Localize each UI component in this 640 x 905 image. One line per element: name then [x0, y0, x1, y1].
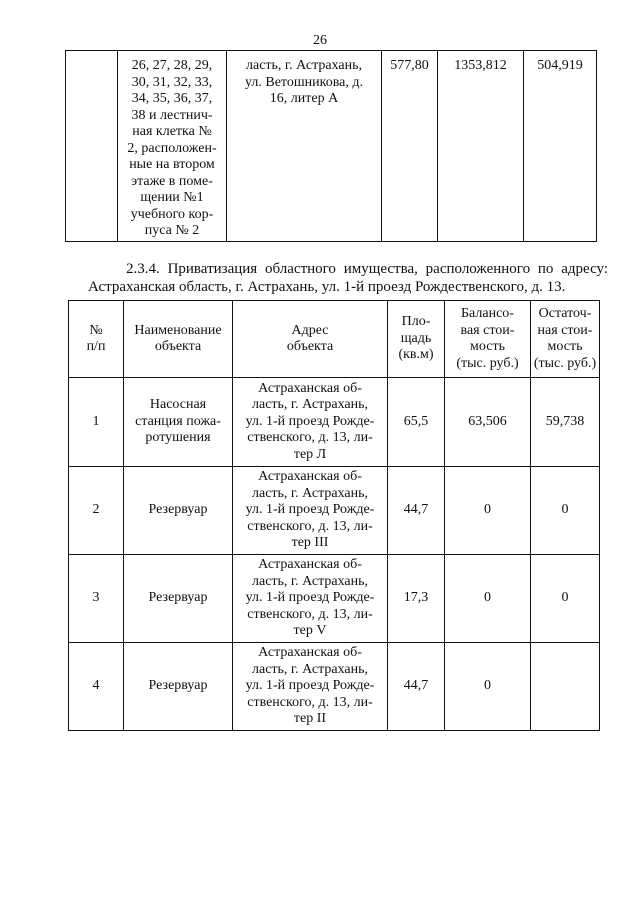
row-area: 17,3 [388, 555, 445, 643]
section-heading-text: 2.3.4. Приватизация областного имущества, расположенного по адресу: Астраханская область, г. Астрахань, ул. 1-й проезд Рождественского, д. 13. [88, 261, 608, 295]
premises-line: 26, 27, 28, 29, [131, 58, 213, 73]
address-line: ственского, д. 13, ли- [247, 606, 373, 622]
address-line: тер III [291, 535, 329, 551]
name-line: Насосная [149, 397, 207, 413]
row-balance: 0 [445, 467, 531, 555]
premises-line: 38 и лестнич- [131, 107, 213, 123]
address-line: ул. 1-й проезд Рожде- [245, 413, 375, 429]
name-line: ротушения [145, 430, 211, 446]
header-area [388, 301, 445, 378]
row-num: 4 [69, 643, 124, 731]
address-line: ственского, д. 13, ли- [247, 694, 373, 710]
row-num: 2 [69, 467, 124, 555]
header-name [124, 301, 233, 378]
header-balance [445, 301, 531, 378]
header-line: объекта [154, 339, 202, 354]
header-line: п/п [86, 339, 106, 354]
header-line: щадь [400, 330, 432, 346]
section-heading [52, 260, 608, 296]
row-residual: 59,738 [531, 378, 600, 467]
address-line: тер V [293, 623, 327, 639]
row-name [124, 643, 233, 731]
header-line: ная стои- [537, 322, 593, 338]
row-area: 44,7 [388, 467, 445, 555]
header-line: мость [547, 339, 583, 354]
premises-cell [118, 51, 227, 242]
address-line: ласть, г. Астрахань, [252, 397, 368, 413]
header-line: Пло- [401, 314, 431, 330]
row-num: 3 [69, 555, 124, 643]
address-line: ласть, г. Астрахань, [252, 573, 368, 589]
row-name [124, 378, 233, 467]
row-balance: 0 [445, 643, 531, 731]
row-address [233, 555, 388, 643]
header-line: Балансо- [461, 306, 514, 321]
header-line: Наименование [134, 322, 222, 338]
premises-line: ные на втором [129, 157, 215, 172]
table-row [66, 51, 597, 242]
header-address [233, 301, 388, 378]
row-residual [531, 643, 600, 731]
property-table [68, 300, 600, 731]
header-num [69, 301, 124, 378]
header-residual [531, 301, 600, 378]
row-balance: 0 [445, 555, 531, 643]
table-row [69, 378, 600, 467]
row-address [233, 467, 388, 555]
row-balance: 63,506 [445, 378, 531, 467]
address-line: ул. 1-й проезд Рожде- [245, 678, 375, 694]
table-header-row [69, 301, 600, 378]
header-line: № [89, 322, 103, 338]
address-cell [227, 51, 382, 242]
header-line: объекта [286, 339, 334, 354]
address-line: Астраханская об- [258, 469, 362, 485]
address-line: ул. 1-й проезд Рожде- [245, 590, 375, 606]
header-line: вая стои- [460, 322, 515, 338]
address-line: ственского, д. 13, ли- [247, 430, 373, 446]
premises-line: щении №1 [140, 190, 204, 205]
balance-cell: 1353,812 [438, 51, 524, 242]
row-address [233, 378, 388, 467]
premises-line: этаже в поме- [131, 173, 213, 189]
header-line: (кв.м) [398, 347, 434, 363]
name-line: Резервуар [148, 502, 208, 518]
header-line: Остаточ- [538, 306, 592, 321]
previous-table-continuation [65, 50, 597, 242]
premises-line: 2, расположен- [127, 140, 217, 156]
row-num: 1 [69, 378, 124, 467]
row-residual: 0 [531, 555, 600, 643]
row-name [124, 555, 233, 643]
row-residual: 0 [531, 467, 600, 555]
area-cell: 577,80 [382, 51, 438, 242]
premises-line: учебного кор- [130, 206, 214, 222]
num-cell [66, 51, 118, 242]
row-name [124, 467, 233, 555]
address-line: Астраханская об- [258, 645, 362, 661]
page-number: 26 [313, 33, 327, 48]
address-line: Астраханская об- [258, 557, 362, 573]
address-line: ул. 1-й проезд Рожде- [245, 502, 375, 518]
name-line: Резервуар [148, 678, 208, 694]
address-line: тер Л [293, 446, 327, 462]
address-line: тер II [293, 711, 327, 727]
premises-line: пуса № 2 [144, 223, 200, 238]
premises-line: 30, 31, 32, 33, [131, 74, 213, 90]
row-address [233, 643, 388, 731]
header-line: Адрес [291, 322, 329, 338]
address-line: Астраханская об- [258, 380, 362, 396]
address-line: ласть, г. Астрахань, [252, 661, 368, 677]
name-line: Резервуар [148, 590, 208, 606]
address-line: ул. Ветошникова, д. [245, 74, 363, 90]
address-line: 16, литер А [269, 91, 339, 106]
header-line: мость [470, 339, 505, 354]
table-row [69, 467, 600, 555]
address-line: ственского, д. 13, ли- [247, 518, 373, 534]
residual-cell: 504,919 [524, 51, 597, 242]
table-row [69, 555, 600, 643]
name-line: станция пожа- [135, 413, 221, 429]
row-area: 44,7 [388, 643, 445, 731]
premises-line: 34, 35, 36, 37, [131, 91, 213, 106]
table-row [69, 643, 600, 731]
address-line: ласть, г. Астрахань, [246, 58, 362, 73]
row-area: 65,5 [388, 378, 445, 467]
header-line: (тыс. руб.) [456, 355, 519, 371]
premises-line: ная клетка № [132, 124, 212, 139]
header-line: (тыс. руб.) [533, 355, 597, 371]
address-line: ласть, г. Астрахань, [252, 485, 368, 501]
